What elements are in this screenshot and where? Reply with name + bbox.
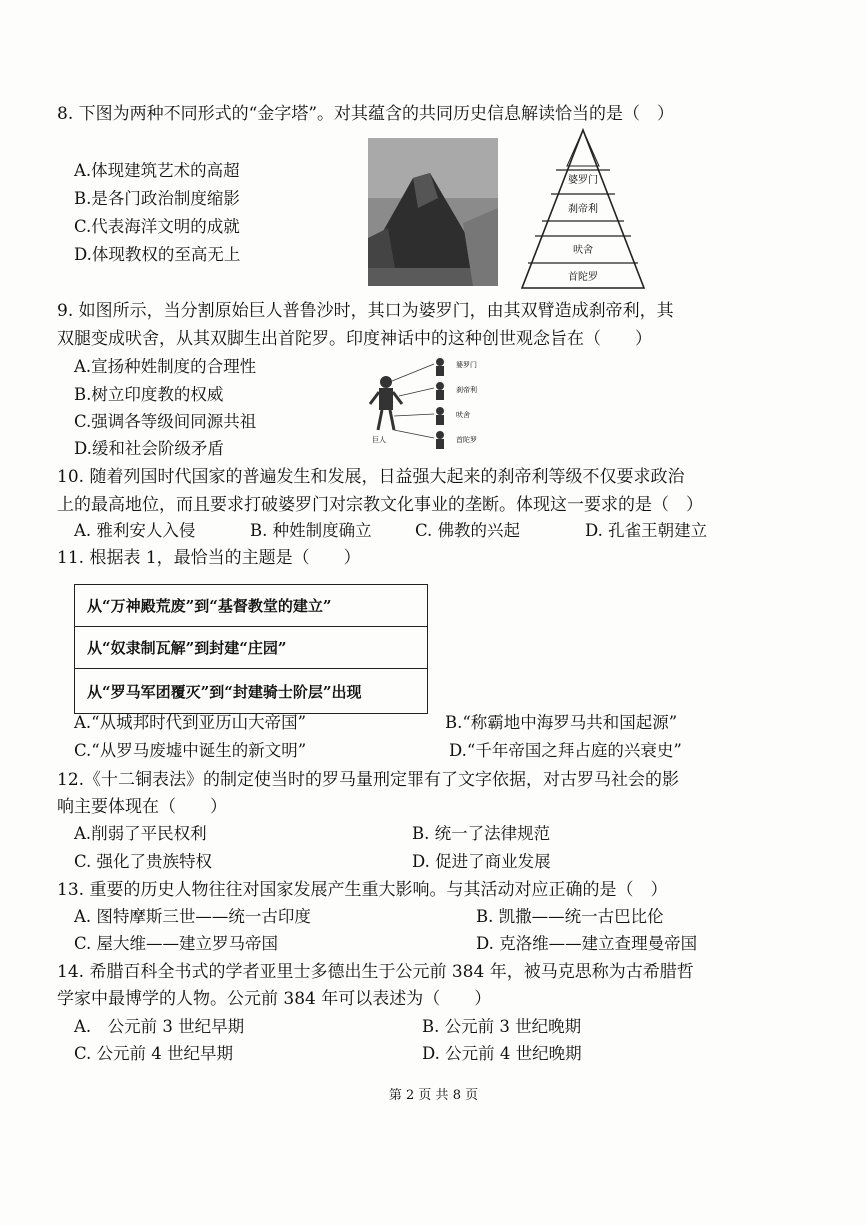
figure-label-shudra: 首陀罗 [456,436,477,444]
q12-stem-line1: 12.《十二铜表法》的制定使当时的罗马量刑定罪有了文字依据，对古罗马社会的影 [57,770,680,790]
q14-option-b: B. 公元前 3 世纪晚期 [422,1017,582,1036]
q8-option-c: C.代表海洋文明的成就 [74,217,240,236]
q14-stem-line2: 学家中最博学的人物。公元前 384 年可以表述为（ ） [57,989,492,1009]
q11-option-c: C.“从罗马废墟中诞生的新文明” [74,741,307,760]
q13-option-d: D. 克洛维——建立查理曼帝国 [476,934,698,953]
q12-option-b: B. 统一了法律规范 [412,824,551,843]
q13-option-b: B. 凯撒——统一古巴比伦 [476,907,664,926]
q14-option-a: A. 公元前 3 世纪早期 [74,1017,245,1036]
figure-label-kshatriya: 刹帝利 [456,386,477,394]
q10-stem-line2: 上的最高地位，而且要求打破婆罗门对宗教文化事业的垄断。体现这一要求的是（ ） [57,495,703,515]
table-1 [74,584,428,714]
q10-option-d: D. 孔雀王朝建立 [585,521,708,540]
q13-option-c: C. 屋大维——建立罗马帝国 [74,934,279,953]
q8-option-d: D.体现教权的至高无上 [74,245,241,264]
pyramid-label-vaishya: 吠舍 [573,245,593,256]
q10-option-b: B. 种姓制度确立 [250,521,372,540]
q8-option-a: A.体现建筑艺术的高超 [74,161,240,180]
pyramid-photo [368,138,498,286]
q11-option-d: D.“千年帝国之拜占庭的兴衰史” [449,741,682,760]
pyramid-label-shudra: 首陀罗 [568,272,598,283]
q11-option-a: A.“从城邦时代到亚历山大帝国” [74,713,307,732]
figure-label-brahmin: 婆罗门 [456,361,477,369]
figure-label-giant: 巨人 [372,436,386,444]
q10-stem-line1: 10. 随着列国时代国家的普遍发生和发展，日益强大起来的刹帝利等级不仅要求政治 [57,467,685,487]
table-row: 从“奴隶制瓦解”到封建“庄园” [75,627,427,669]
q13-option-a: A. 图特摩斯三世——统一古印度 [74,907,311,926]
pyramid-label-kshatriya: 刹帝利 [568,204,598,215]
q13-stem: 13. 重要的历史人物往往对国家发展产生重大影响。与其活动对应正确的是（ ） [57,880,668,900]
q8-stem: 8. 下图为两种不同形式的“金字塔”。对其蕴含的共同历史信息解读恰当的是（ ） [57,104,675,124]
q9-option-b: B.树立印度教的权威 [74,385,224,404]
q9-stem-line2: 双腿变成吠舍，从其双脚生出首陀罗。印度神话中的这种创世观念旨在（ ） [57,329,652,349]
q9-stem-line1: 9. 如图所示，当分割原始巨人普鲁沙时，其口为婆罗门，由其双臂造成刹帝利，其 [57,301,674,321]
q14-option-d: D. 公元前 4 世纪晚期 [422,1044,582,1063]
q8-option-b: B.是各门政治制度缩影 [74,189,240,208]
pyramid-label-brahmin: 婆罗门 [568,175,598,186]
q12-option-c: C. 强化了贵族特权 [74,852,213,871]
q12-option-d: D. 促进了商业发展 [412,852,551,871]
q10-option-a: A. 雅利安人入侵 [74,521,196,540]
q9-option-c: C.强调各等级间同源共祖 [74,412,257,431]
q9-option-a: A.宣扬种姓制度的合理性 [74,357,257,376]
q14-option-c: C. 公元前 4 世纪早期 [74,1044,234,1063]
purusha-figure [364,354,504,458]
q12-option-a: A.削弱了平民权利 [74,824,207,843]
q10-option-c: C. 佛教的兴起 [415,521,521,540]
q12-stem-line2: 响主要体现在（ ） [57,797,227,817]
page-footer: 第 2 页 共 8 页 [388,1088,479,1103]
q11-option-b: B.“称霸地中海罗马共和国起源” [445,713,678,732]
q9-option-d: D.缓和社会阶级矛盾 [74,439,224,458]
q14-stem-line1: 14. 希腊百科全书式的学者亚里士多德出生于公元前 384 年，被马克思称为古希腊哲 [57,962,694,982]
q11-stem: 11. 根据表 1，最恰当的主题是（ ） [57,548,361,568]
caste-pyramid-diagram [518,128,648,296]
table-row: 从“万神殿荒废”到“基督教堂的建立” [75,585,427,627]
table-row: 从“罗马军团覆灭”到“封建骑士阶层”出现 [87,682,362,701]
figure-label-vaishya: 吠舍 [456,411,470,419]
